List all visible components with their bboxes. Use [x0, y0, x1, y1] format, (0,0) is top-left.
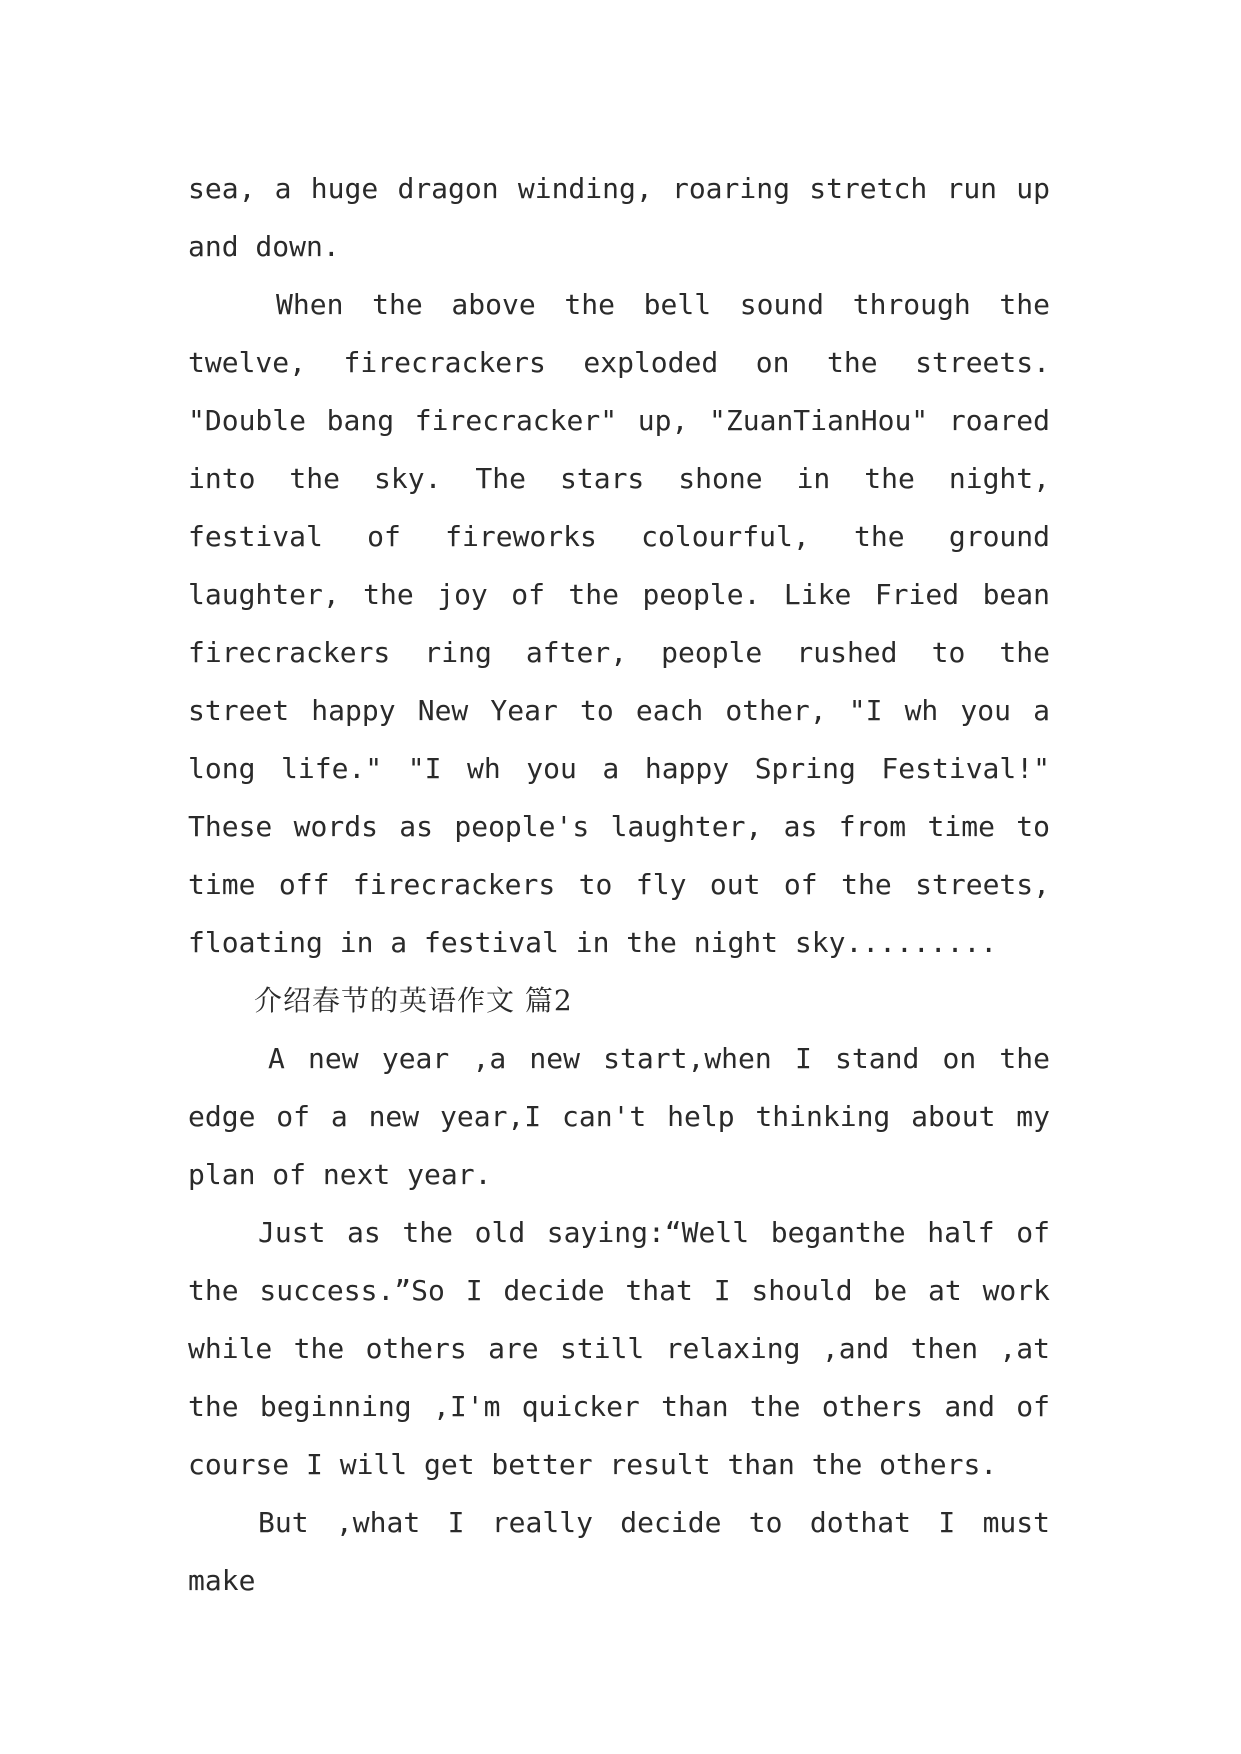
- paragraph-midnight-bell: When the above the bell sound through the twelve, firecrackers exploded on the streets. "Double bang firecracker" up, "ZuanTianHou" roared into the sky. The stars shone in the night, festival of fireworks colourful, the ground laughter, the joy of the people. Like Fried bean firecrackers ring after, people rushed to the street happy New Year to each other, "I wh you a long life." "I wh you a happy Spring Festival!" These words as people's laughter, as from time to time off firecrackers to fly out of the streets, floating in a festival in the night sky.........: [188, 288, 1050, 959]
- document-page: [188, 160, 1050, 1610]
- section-heading: 介绍春节的英语作文 篇2: [254, 984, 573, 1017]
- paragraph-continuation: sea, a huge dragon winding, roaring stretch run up and down.: [188, 172, 1050, 263]
- paragraph-decision: But ,what I really decide to dothat I must make: [188, 1506, 1050, 1597]
- paragraph-new-year: A new year ,a new start,when I stand on the edge of a new year,I can't help thinking about my plan of next year.: [188, 1042, 1050, 1191]
- paragraph-old-saying: Just as the old saying:“Well beganthe half of the success.”So I decide that I should be at work while the others are still relaxing ,and then ,at the beginning ,I'm quicker than the others and of course I will get better result than the others.: [188, 1216, 1050, 1481]
